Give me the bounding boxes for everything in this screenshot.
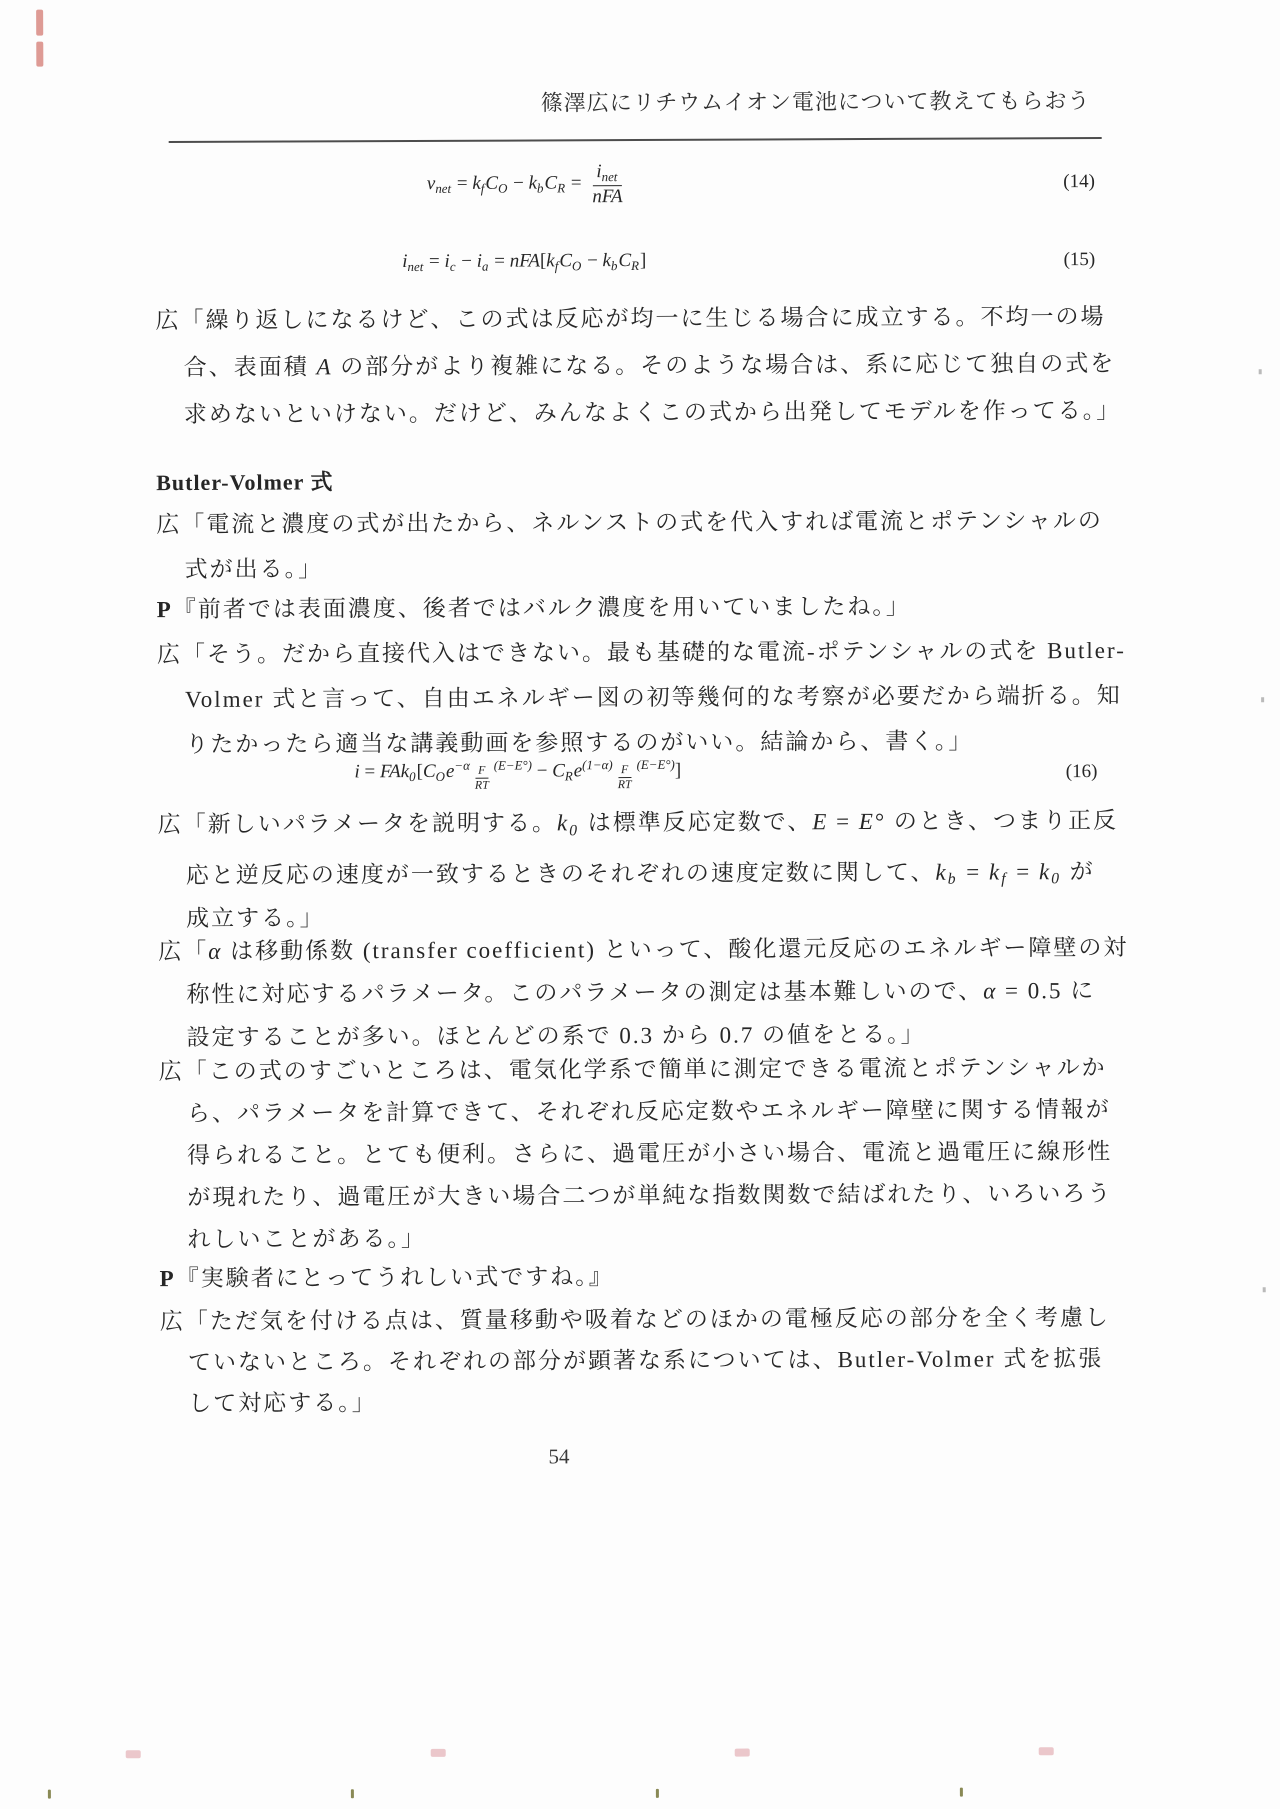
scan-artifact bbox=[656, 1789, 659, 1798]
dialogue-line: 成立する。」 bbox=[186, 905, 325, 931]
dialogue-paragraph bbox=[156, 498, 1106, 592]
dialogue-line: 広「この式のすごいところは、電気化学系で簡単に測定できる電流とポテンシャルか bbox=[158, 1054, 1107, 1085]
dialogue-line: 広「そう。だから直接代入はできない。最も基礎的な電流-ポテンシャルの式を Butler- bbox=[156, 637, 1126, 668]
heading-text: Butler-Volmer 式 bbox=[156, 469, 334, 496]
dialogue-line: が現れたり、過電圧が大きい場合二つが単純な指数関数で結ばれたり、いろいろう bbox=[187, 1180, 1113, 1210]
dialogue-line: 求めないといけない。だけど、みんなよくこの式から出発してモデルを作ってる。」 bbox=[183, 397, 1122, 427]
scan-artifact bbox=[48, 1790, 51, 1799]
scan-artifact bbox=[960, 1788, 963, 1797]
fraction: $\frac{F}{RT}$ bbox=[617, 762, 632, 791]
scan-artifact bbox=[1039, 1747, 1054, 1755]
dialogue-line: 応と逆反応の速度が一致するときのそれぞれの速度定数に関して、$k_b = k_f = k_0$ が bbox=[185, 858, 1095, 889]
equation-number: (15) bbox=[1063, 249, 1096, 271]
scan-artifact bbox=[36, 42, 43, 67]
dialogue-line: ら、パラメータを計算できて、それぞれ反応定数やエネルギー障壁に関する情報が bbox=[186, 1096, 1111, 1126]
running-header: 篠澤広にリチウムイオン電池について教えてもらおう bbox=[540, 88, 1091, 116]
section-heading bbox=[156, 462, 1106, 496]
scan-artifact bbox=[36, 10, 43, 36]
equation-number: (16) bbox=[1065, 761, 1098, 783]
dialogue-line: れしいことがある。」 bbox=[187, 1225, 427, 1252]
dialogue-paragraph bbox=[157, 799, 1118, 940]
fraction: $\frac{F}{RT}$ bbox=[474, 762, 489, 792]
page-number: 54 bbox=[548, 1444, 570, 1469]
dialogue-line: Volmer 式と言って、自由エネルギー図の初等幾何的な考察が必要だから端折る。知 bbox=[185, 682, 1122, 712]
scan-artifact bbox=[126, 1750, 141, 1758]
superscript: (1−α) F RT (E−E°) bbox=[582, 756, 675, 791]
dialogue-line: 設定することが多い。ほとんどの系で 0.3 から 0.7 の値をとる。」 bbox=[186, 1021, 926, 1050]
dialogue-line: 広「α は移動係数 (transfer coefficient) といって、酸化還元反応のエネルギー障壁の対 bbox=[158, 934, 1129, 965]
dialogue-line: P『実験者にとってうれしい式ですね。』 bbox=[159, 1264, 614, 1292]
dialogue-paragraph bbox=[155, 293, 1122, 438]
dialogue-line: 得られること。とても便利。さらに、過電圧が小さい場合、電流と過電圧に線形性 bbox=[187, 1138, 1113, 1168]
equation-body: $i = FAk_0[C_Oe^{-\alpha \frac{F}{RT} (E-E^\circ)} - C_Re^{(1-\alpha) \frac{F}{RT} (E-E^\circ)}]$ bbox=[354, 756, 682, 792]
dialogue-line: して対応する。」 bbox=[188, 1390, 377, 1416]
fraction: $\frac{i_{net}}{\text{nFA}}$ bbox=[592, 161, 623, 207]
dialogue-paragraph bbox=[160, 1297, 1111, 1424]
equation-eq14 bbox=[155, 144, 1105, 224]
dialogue-line: 合、表面積 A の部分がより複雑になる。そのような場合は、系に応じて独自の式を bbox=[183, 350, 1116, 380]
dialogue-line: P『前者では表面濃度、後者ではバルク濃度を用いていましたね。」 bbox=[156, 593, 911, 623]
dialogue-line: 広「電流と濃度の式が出たから、ネルンストの式を代入すれば電流とポテンシャルの bbox=[156, 507, 1103, 538]
dialogue-paragraph bbox=[158, 1047, 1113, 1261]
scan-artifact bbox=[735, 1749, 750, 1757]
dialogue-line: ていないところ。それぞれの部分が顕著な系については、Butler-Volmer 式を拡張 bbox=[187, 1345, 1104, 1375]
dialogue-line: 式が出る。」 bbox=[184, 556, 324, 582]
scan-artifact bbox=[1259, 369, 1262, 374]
equation-eq16 bbox=[157, 741, 1107, 807]
scan-artifact bbox=[351, 1789, 354, 1798]
dialogue-line: 広「ただ気を付ける点は、質量移動や吸着などのほかの電極反応の部分を全く考慮し bbox=[159, 1304, 1110, 1335]
dialogue-line: 広「新しいパラメータを説明する。$k_0$ は標準反応定数で、E = E° のとき、つまり正反 bbox=[157, 807, 1118, 839]
dialogue-paragraph bbox=[157, 583, 1107, 632]
header-rule bbox=[169, 137, 1102, 143]
scan-artifact bbox=[431, 1749, 446, 1757]
dialogue-paragraph bbox=[160, 1254, 1110, 1300]
dialogue-line: 広「繰り返しになるけど、この式は反応が均一に生じる場合に成立する。不均一の場 bbox=[155, 303, 1106, 334]
equation-body: $i_{net} = i_c - i_a = nFA[k_fC_O - k_bC_R]$ bbox=[402, 250, 647, 274]
dialogue-paragraph bbox=[158, 926, 1129, 1059]
equation-eq15 bbox=[155, 238, 1105, 286]
scan-artifact bbox=[1261, 697, 1264, 702]
dialogue-line: 称性に対応するパラメータ。このパラメータの測定は基本難しいので、α = 0.5 に bbox=[186, 978, 1096, 1007]
equation-number: (14) bbox=[1063, 171, 1095, 193]
equation-body: $v_{net} = k_fC_O - k_bC_R$ = $\frac{i_{net}}{\text{nFA}}$ bbox=[155, 161, 629, 209]
superscript: −α F RT (E−E°) bbox=[454, 757, 532, 792]
dialogue-line: りたかったら適当な講義動画を参照するのがいい。結論から、書く。」 bbox=[185, 728, 974, 757]
scan-artifact bbox=[1263, 1287, 1266, 1292]
